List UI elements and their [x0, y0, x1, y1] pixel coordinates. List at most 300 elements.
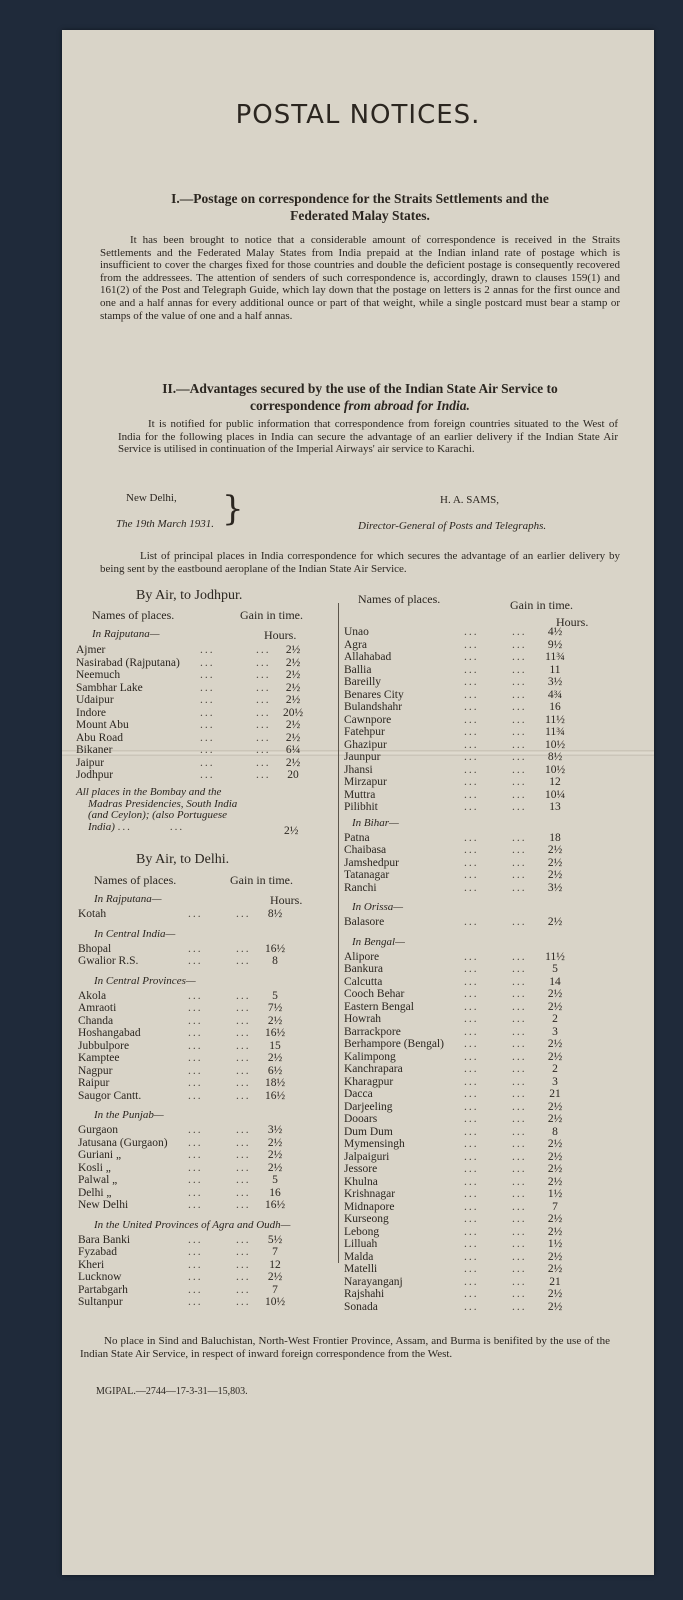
- leader-dots: ...: [512, 988, 527, 1000]
- leader-dots: ...: [236, 1271, 251, 1283]
- leader-dots: ...: [512, 1213, 527, 1225]
- place-name: Sambhar Lake: [76, 681, 143, 694]
- leader-dots: ...: [464, 1175, 479, 1188]
- leader-dots: ...: [236, 1161, 251, 1174]
- gain-hours: 2½: [547, 1250, 563, 1263]
- place-name: Rajshahi: [344, 1288, 385, 1300]
- gain-hours: 3½: [547, 676, 563, 688]
- leader-dots: ...: [200, 769, 215, 781]
- gain-hours: 2½: [285, 756, 301, 769]
- leader-dots: ...: [236, 1124, 251, 1136]
- leader-dots: ...: [236, 1089, 251, 1102]
- place-name: Jubbulpore: [78, 1039, 130, 1052]
- gain-hours: 2½: [267, 1271, 283, 1283]
- leader-dots: ...: [464, 1300, 479, 1313]
- place-name: Benares City: [344, 688, 404, 701]
- gain-hours: 2½: [285, 656, 301, 669]
- gain-hours: 5: [272, 989, 278, 1002]
- leader-dots: ...: [512, 726, 527, 738]
- gain-hours: 16½: [264, 942, 286, 955]
- leader-dots: ...: [188, 942, 203, 955]
- place-name: Delhi „: [78, 1186, 112, 1199]
- leader-dots: ...: [236, 1199, 251, 1211]
- leader-dots: ...: [512, 1188, 527, 1200]
- place-name: Indore: [76, 706, 107, 719]
- leader-dots: ...: [512, 1088, 527, 1100]
- list-item: [78, 1015, 338, 1028]
- leader-dots: ...: [464, 651, 479, 663]
- place-name: Balasore: [344, 916, 385, 928]
- leader-dots: ...: [188, 1064, 203, 1077]
- leader-dots: ...: [464, 1188, 479, 1200]
- leader-dots: ...: [464, 626, 479, 638]
- place-name: Jodhpur: [76, 769, 114, 781]
- page-title: POSTAL NOTICES.: [235, 100, 481, 130]
- leader-dots: ...: [464, 844, 479, 856]
- list-item: [344, 1138, 604, 1151]
- section-2-body: It is notified for public information that correspondence from foreign countries situated to the West of India for the following places in India can secure the advantage of an earlier delivery if the Indian State Air Service is utilised in continuation of the Imperial Airways' air service to Karachi.: [118, 418, 618, 456]
- place-name: Matelli: [344, 1263, 378, 1275]
- leader-dots: ...: [200, 669, 215, 681]
- list-item: [344, 1051, 604, 1064]
- list-item: [344, 1063, 604, 1076]
- leader-dots: ...: [464, 638, 479, 651]
- gain-hours: 6¼: [285, 744, 301, 756]
- gain-hours: 18: [549, 831, 561, 844]
- list-item: [344, 1163, 604, 1176]
- place-name: Fyzabad: [78, 1246, 117, 1258]
- leader-dots: ...: [512, 676, 527, 688]
- list-item: [344, 664, 604, 677]
- leader-dots: ...: [512, 831, 527, 844]
- footer-note: No place in Sind and Baluchistan, North-West Frontier Province, Assam, and Burma is benifited by the use of the Indian State Air Service, in respect of inward foreign correspondence from the West.: [80, 1335, 610, 1360]
- gain-hours: 2½: [547, 988, 563, 1000]
- list-item: [344, 751, 604, 764]
- list-item: [78, 1002, 338, 1015]
- gain-hours: 16½: [264, 1027, 286, 1039]
- leader-dots: ...: [464, 1113, 479, 1125]
- leader-dots: ...: [256, 706, 271, 719]
- place-name: Kamptee: [78, 1052, 120, 1064]
- list-item: [344, 1126, 604, 1139]
- leader-dots: ...: [236, 1002, 251, 1014]
- right-hours: Hours.: [556, 615, 589, 629]
- gain-hours: 2½: [547, 1175, 563, 1188]
- leader-dots: ...: [200, 756, 215, 769]
- gain-hours: 2½: [547, 1263, 563, 1275]
- place-name: Lilluah: [344, 1238, 378, 1250]
- place-name: Hoshangabad: [78, 1027, 141, 1039]
- place-name: Allahabad: [344, 651, 392, 663]
- place-name: Agra: [344, 638, 367, 651]
- list-item: [344, 1038, 604, 1051]
- list-item: [344, 739, 604, 752]
- list-item: [344, 882, 604, 895]
- leader-dots: ...: [188, 1027, 203, 1039]
- leader-dots: ...: [188, 1283, 203, 1296]
- leader-dots: ...: [256, 656, 271, 669]
- gain-hours: 8½: [547, 751, 563, 763]
- place-name: Barrackpore: [344, 1025, 401, 1038]
- gain-hours: 12: [269, 1258, 281, 1271]
- gain-hours: 21: [549, 1275, 561, 1288]
- list-item: [344, 676, 604, 689]
- place-name: Ballia: [344, 663, 372, 676]
- gain-hours: 5½: [267, 1233, 283, 1246]
- place-name: Ghazipur: [344, 738, 387, 751]
- leader-dots: ...: [464, 1225, 479, 1238]
- leader-dots: ...: [512, 963, 527, 975]
- list-item: [344, 1276, 604, 1289]
- list-item: [344, 844, 604, 857]
- group-label: In Central India—: [94, 927, 176, 940]
- leader-dots: ...: [464, 1238, 479, 1250]
- place-name: Lucknow: [78, 1271, 122, 1283]
- gain-hours: 2½: [547, 1163, 563, 1175]
- gain-hours: 2½: [547, 844, 563, 856]
- place-name: Bankura: [344, 963, 383, 975]
- list-item: [78, 1090, 338, 1103]
- section-1-heading: [100, 190, 620, 224]
- section-2-heading: [100, 380, 620, 414]
- list-item: [344, 1076, 604, 1089]
- list-item: [344, 1263, 604, 1276]
- list-item: [76, 719, 336, 732]
- leader-dots: ...: [464, 869, 479, 881]
- list-item: [344, 1201, 604, 1214]
- gain-hours: 7: [272, 1246, 278, 1258]
- leader-dots: ...: [512, 1200, 527, 1213]
- list-item: [78, 1296, 338, 1309]
- gain-hours: 5: [272, 1174, 278, 1186]
- leader-dots: ...: [464, 1263, 479, 1275]
- list-item: [344, 689, 604, 702]
- list-item: [344, 726, 604, 739]
- list-item: [344, 1151, 604, 1164]
- place-name: Kharagpur: [344, 1075, 394, 1088]
- leader-dots: ...: [236, 908, 251, 920]
- leader-dots: ...: [200, 681, 215, 694]
- right-col-names: Names of places.: [358, 592, 441, 606]
- list-item: [344, 963, 604, 976]
- leader-dots: ...: [236, 1052, 251, 1064]
- leader-dots: ...: [512, 738, 527, 751]
- leader-dots: ...: [512, 1250, 527, 1263]
- leader-dots: ...: [464, 1163, 479, 1175]
- place-name: Chanda: [78, 1014, 114, 1027]
- gain-hours: 2½: [285, 669, 301, 681]
- leader-dots: ...: [200, 731, 215, 744]
- place-name: Guriani „: [78, 1149, 122, 1161]
- gain-hours: 1½: [547, 1238, 563, 1250]
- place-name: Ranchi: [344, 881, 377, 894]
- date: The 19th March 1931.: [116, 518, 214, 530]
- place-name: Mymensingh: [344, 1138, 405, 1150]
- leader-dots: ...: [512, 869, 527, 881]
- list-item: [78, 1174, 338, 1187]
- leader-dots: ...: [236, 1077, 251, 1089]
- leader-dots: ...: [256, 756, 271, 769]
- leader-dots: ...: [464, 950, 479, 963]
- list-item: [78, 1124, 338, 1137]
- leader-dots: ...: [188, 1077, 203, 1089]
- leader-dots: ...: [512, 751, 527, 763]
- gain-hours: 2½: [547, 1038, 563, 1050]
- list-item: [78, 1246, 338, 1259]
- list-item: [78, 1271, 338, 1284]
- group-spacer: [344, 1313, 604, 1317]
- leader-dots: ...: [464, 1213, 479, 1225]
- gain-hours: 8: [552, 1125, 558, 1138]
- gain-hours: 7: [552, 1200, 558, 1213]
- gain-hours: 11: [549, 663, 561, 676]
- gain-hours: 20½: [282, 706, 304, 719]
- leader-dots: ...: [464, 663, 479, 676]
- gain-hours: 2½: [547, 1000, 563, 1013]
- list-item: [78, 943, 338, 956]
- place-name: Bulandshahr: [344, 701, 403, 713]
- leader-dots: ...: [464, 1100, 479, 1113]
- gain-hours: 16: [549, 701, 561, 713]
- gain-hours: 1½: [547, 1188, 563, 1200]
- leader-dots: ...: [188, 1271, 203, 1283]
- place-name: Kurseong: [344, 1213, 389, 1225]
- leader-dots: ...: [512, 713, 527, 726]
- place-name: Dacca: [344, 1088, 373, 1100]
- list-item: [344, 651, 604, 664]
- list-item: [344, 1238, 604, 1251]
- place-name: Amraoti: [78, 1002, 117, 1014]
- list-intro: List of principal places in India correspondence for which secures the advantage of an earlier delivery by being sent by the eastbound aeroplane of the Indian State Air Service.: [100, 550, 620, 575]
- leader-dots: ...: [200, 694, 215, 706]
- leader-dots: ...: [464, 1150, 479, 1163]
- place-name: Chaibasa: [344, 844, 387, 856]
- gain-hours: 2½: [285, 694, 301, 706]
- list-item: [78, 908, 338, 921]
- list-item: [76, 757, 336, 770]
- right-col-gain: Gain in time.: [510, 598, 573, 612]
- leader-dots: ...: [188, 1174, 203, 1186]
- leader-dots: ...: [188, 1258, 203, 1271]
- leader-dots: ...: [464, 1288, 479, 1300]
- gain-hours: 10¼: [544, 788, 566, 801]
- gain-hours: 13: [549, 801, 561, 813]
- list-item: [344, 916, 604, 929]
- section-2-heading-line1: II.—Advantages secured by the use of the Indian State Air Service to: [162, 381, 558, 396]
- place-name: Kanchrapara: [344, 1063, 403, 1075]
- gain-hours: 2½: [267, 1149, 283, 1161]
- column-divider: [338, 603, 339, 1263]
- place-name: Akola: [78, 989, 107, 1002]
- leader-dots: ...: [200, 706, 215, 719]
- list-item: [78, 1234, 338, 1247]
- signatory: H. A. SAMS,: [440, 494, 499, 506]
- leader-dots: ...: [464, 688, 479, 701]
- leader-dots: ...: [512, 1138, 527, 1150]
- gain-hours: 5: [552, 963, 558, 975]
- list-item: [76, 682, 336, 695]
- list-item: [344, 1301, 604, 1314]
- place: New Delhi,: [126, 492, 177, 504]
- gain-hours: 4¾: [547, 688, 563, 701]
- list-item: [344, 1288, 604, 1301]
- section-1-heading-line2: Federated Malay States.: [290, 208, 430, 223]
- place-name: Partabgarh: [78, 1283, 128, 1296]
- section-2-heading-line2: correspondence from abroad for India.: [250, 398, 470, 413]
- leader-dots: ...: [200, 656, 215, 669]
- gain-hours: 9½: [547, 638, 563, 651]
- gain-hours: 11¾: [545, 726, 565, 738]
- place-name: Kotah: [78, 908, 107, 920]
- list-item: [344, 1176, 604, 1189]
- place-name: Nasirabad (Rajputana): [76, 656, 180, 669]
- leader-dots: ...: [464, 1200, 479, 1213]
- leader-dots: ...: [512, 1050, 527, 1063]
- gain-hours: 7½: [267, 1002, 283, 1014]
- gain-hours: 2½: [547, 1150, 563, 1163]
- leader-dots: ...: [464, 1125, 479, 1138]
- leader-dots: ...: [464, 1088, 479, 1100]
- leader-dots: ...: [188, 1052, 203, 1064]
- jodhpur-col-names: Names of places.: [92, 608, 175, 622]
- leader-dots: ...: [188, 1246, 203, 1258]
- leader-dots: ...: [188, 1002, 203, 1014]
- gain-hours: 2½: [267, 1014, 283, 1027]
- place-name: Jessore: [344, 1163, 378, 1175]
- list-item: [78, 1162, 338, 1175]
- leader-dots: ...: [256, 644, 271, 656]
- leader-dots: ...: [464, 1013, 479, 1025]
- list-item: [344, 1101, 604, 1114]
- gain-hours: 3: [552, 1075, 558, 1088]
- list-item: [76, 644, 336, 657]
- section-2-heading-italic: from abroad for India.: [343, 398, 470, 413]
- list-item: [78, 990, 338, 1003]
- place-name: Sultanpur: [78, 1296, 123, 1308]
- leader-dots: ...: [188, 908, 203, 920]
- leader-dots: ...: [512, 975, 527, 988]
- leader-dots: ...: [512, 638, 527, 651]
- list-item: [344, 832, 604, 845]
- list-item: [344, 626, 604, 639]
- leader-dots: ...: [188, 1199, 203, 1211]
- gain-hours: 11½: [545, 950, 565, 963]
- leader-dots: ...: [188, 1124, 203, 1136]
- gain-hours: 11¾: [545, 651, 565, 663]
- list-item: [344, 988, 604, 1001]
- leader-dots: ...: [256, 769, 271, 781]
- gain-hours: 15: [269, 1039, 281, 1052]
- place-name: Eastern Bengal: [344, 1000, 414, 1013]
- list-item: [78, 1259, 338, 1272]
- place-name: Calcutta: [344, 975, 383, 988]
- gain-hours: 10½: [544, 738, 566, 751]
- leader-dots: ...: [188, 1186, 203, 1199]
- group-label: In Bengal—: [352, 935, 405, 948]
- place-name: Jamshedpur: [344, 856, 399, 869]
- leader-dots: ...: [512, 1300, 527, 1313]
- leader-dots: ...: [188, 1233, 203, 1246]
- place-name: Jaipur: [76, 756, 105, 769]
- leader-dots: ...: [512, 881, 527, 894]
- gain-hours: 2½: [547, 1300, 563, 1313]
- gain-hours: 3½: [547, 881, 563, 894]
- gain-hours: 2½: [267, 1161, 283, 1174]
- leader-dots: ...: [256, 669, 271, 681]
- gain-hours: 2½: [547, 1213, 563, 1225]
- place-name: Bareilly: [344, 676, 382, 688]
- gain-hours: 2½: [547, 1100, 563, 1113]
- leader-dots: ...: [464, 988, 479, 1000]
- list-item: [78, 1199, 338, 1212]
- place-name: Mount Abu: [76, 719, 129, 731]
- leader-dots: ...: [236, 1296, 251, 1308]
- leader-dots: ...: [464, 1075, 479, 1088]
- list-item: [76, 657, 336, 670]
- place-name: Krishnagar: [344, 1188, 396, 1200]
- gain-hours: 16½: [264, 1199, 286, 1211]
- gain-hours: 2½: [547, 1113, 563, 1125]
- jodhpur-heading: By Air, to Jodhpur.: [136, 588, 243, 603]
- leader-dots: ...: [236, 1064, 251, 1077]
- gain-hours: 16: [269, 1186, 281, 1199]
- leader-dots: ...: [188, 955, 203, 967]
- place-name: Kheri: [78, 1258, 105, 1271]
- leader-dots: ...: [464, 738, 479, 751]
- place-name: Unao: [344, 626, 369, 638]
- leader-dots: ...: [512, 701, 527, 713]
- leader-dots: ...: [512, 626, 527, 638]
- gain-hours: 2½: [547, 1288, 563, 1300]
- leader-dots: ...: [464, 1275, 479, 1288]
- leader-dots: ...: [256, 681, 271, 694]
- leader-dots: ...: [512, 763, 527, 776]
- delhi-hours: Hours.: [270, 893, 303, 907]
- list-item: [78, 1077, 338, 1090]
- place-name: Howrah: [344, 1013, 382, 1025]
- jodhpur-note-value: 2½: [284, 825, 299, 837]
- gain-hours: 2½: [547, 1050, 563, 1063]
- place-name: Narayanganj: [344, 1275, 403, 1288]
- leader-dots: ...: [188, 1161, 203, 1174]
- leader-dots: ...: [512, 1025, 527, 1038]
- leader-dots: ...: [188, 1149, 203, 1161]
- place-name: Ajmer: [76, 644, 106, 656]
- place-name: Bikaner: [76, 744, 113, 756]
- delhi-heading: By Air, to Delhi.: [136, 852, 230, 867]
- gain-hours: 2½: [267, 1136, 283, 1149]
- list-item: [78, 1137, 338, 1150]
- place-name: Kalimpong: [344, 1050, 396, 1063]
- leader-dots: ...: [512, 856, 527, 869]
- list-item: [344, 776, 604, 789]
- jodhpur-list: [76, 644, 336, 782]
- place-name: Sonada: [344, 1300, 378, 1313]
- place-name: Fatehpur: [344, 726, 385, 738]
- place-name: Patna: [344, 831, 370, 844]
- gain-hours: 2½: [547, 1138, 563, 1150]
- leader-dots: ...: [200, 719, 215, 731]
- list-item: [76, 732, 336, 745]
- list-item: [344, 1013, 604, 1026]
- gain-hours: 2½: [285, 681, 301, 694]
- list-item: [344, 1251, 604, 1264]
- place-name: New Delhi: [78, 1199, 129, 1211]
- list-item: [344, 1026, 604, 1039]
- leader-dots: ...: [464, 701, 479, 713]
- place-name: Pilibhit: [344, 801, 378, 813]
- place-name: Bhopal: [78, 942, 112, 955]
